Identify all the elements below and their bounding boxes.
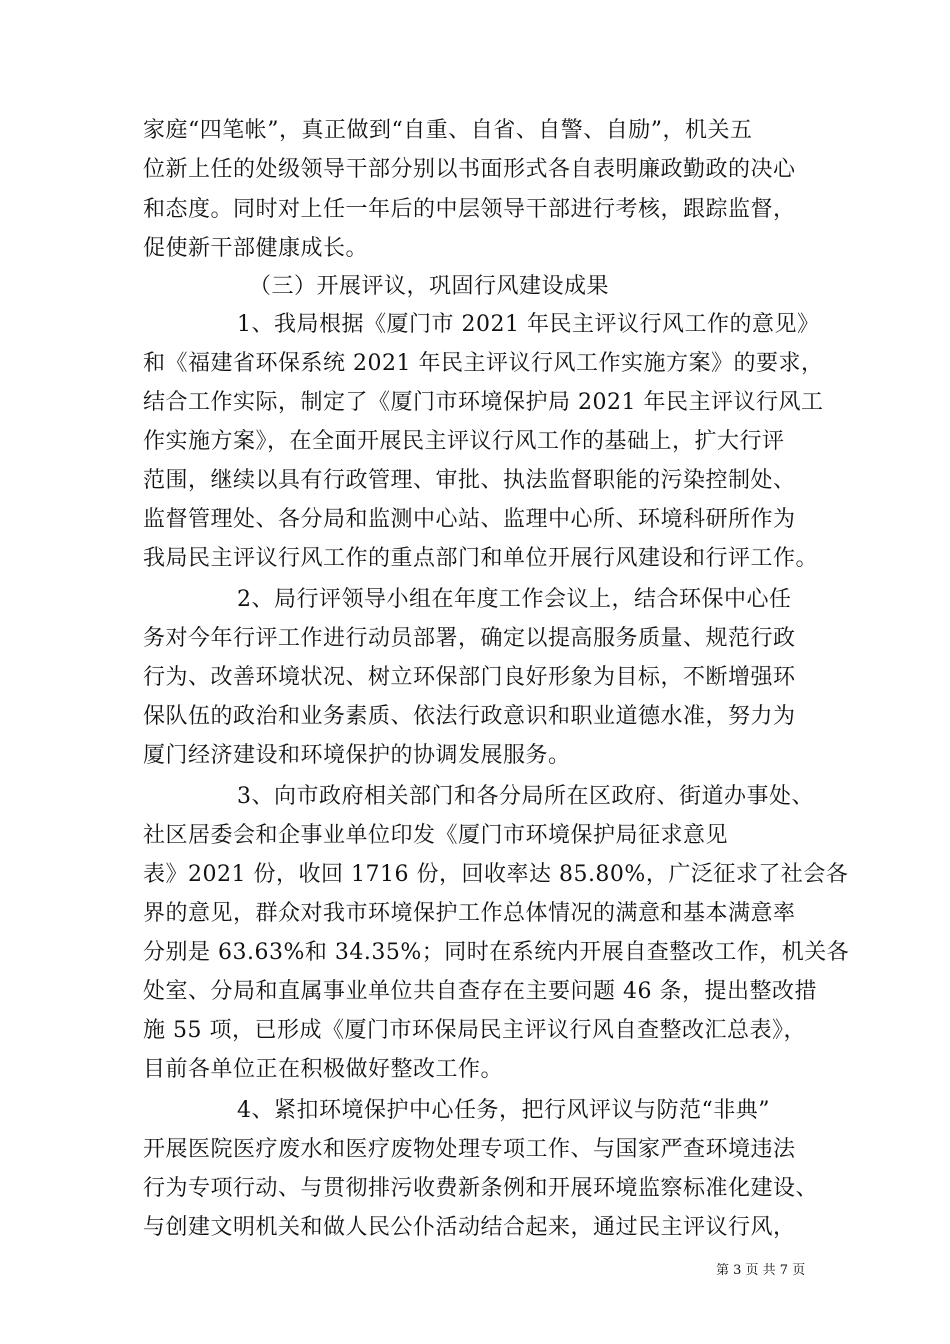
paragraph-2-start: 2、局行评领导小组在年度工作会议上，结合环保中心任 xyxy=(237,587,792,612)
text-line: 处室、分局和直属事业单位共自查存在主要问题 46 条，提出整改措 xyxy=(143,979,817,1004)
text-line: 行为专项行动、与贯彻排污收费新条例和开展环境监察标准化建设、 xyxy=(143,1176,819,1201)
page-number: 第 3 页 共 7 页 xyxy=(716,1263,806,1278)
text-line: 我局民主评议行风工作的重点部门和单位开展行风建设和行评工作。 xyxy=(143,546,819,571)
text-line: 表》2021 份，收回 1716 份，回收率达 85.80%，广泛征求了社会各 xyxy=(143,862,849,887)
paragraph-3-start: 3、向市政府相关部门和各分局所在区政府、街道办事处、 xyxy=(237,784,814,809)
text-line: 家庭“四笔帐”，真正做到“自重、自省、自警、自励”，机关五 xyxy=(143,118,753,143)
text-line: 和《福建省环保系统 2021 年民主评议行风工作实施方案》的要求， xyxy=(143,351,824,376)
paragraph-1-start: 1、我局根据《厦门市 2021 年民主评议行风工作的意见》 xyxy=(237,312,820,337)
text-line: 厦门经济建设和环境保护的协调发展服务。 xyxy=(143,743,571,768)
text-line: 位新上任的处级领导干部分别以书面形式各自表明廉政勤政的决心 xyxy=(143,157,796,182)
text-line: 与创建文明机关和做人民公仆活动结合起来，通过民主评议行风， xyxy=(143,1215,796,1240)
text-line: 范围，继续以具有行政管理、审批、执法监督职能的污染控制处、 xyxy=(143,468,796,493)
text-line: 开展医院医疗废水和医疗废物处理专项工作、与国家严查环境违法 xyxy=(143,1137,796,1162)
text-line: 监督管理处、各分局和监测中心站、监理中心所、环境科研所作为 xyxy=(143,507,796,532)
text-line: 施 55 项，已形成《厦门市环保局民主评议行风自查整改汇总表》， xyxy=(143,1018,806,1043)
text-line: 务对今年行评工作进行动员部署，确定以提高服务质量、规范行政 xyxy=(143,626,796,651)
text-line: 结合工作实际，制定了《厦门市环境保护局 2021 年民主评议行风工 xyxy=(143,390,824,415)
paragraph-4-start: 4、紧扣环境保护中心任务，把行风评议与防范“非典” xyxy=(237,1098,770,1123)
text-line: 行为、改善环境状况、树立环保部门良好形象为目标，不断增强环 xyxy=(143,665,796,690)
text-line: 和态度。同时对上任一年后的中层领导干部进行考核，跟踪监督， xyxy=(143,197,796,222)
text-line: 社区居委会和企事业单位印发《厦门市环境保护局征求意见 xyxy=(143,823,729,848)
text-line: 界的意见，群众对我市环境保护工作总体情况的满意和基本满意率 xyxy=(143,901,796,926)
section-heading: （三）开展评议，巩固行风建设成果 xyxy=(249,274,610,299)
text-line: 分别是 63.63%和 34.35%；同时在系统内开展自查整改工作，机关各 xyxy=(143,940,850,965)
text-line: 保队伍的政治和业务素质、依法行政意识和职业道德水准，努力为 xyxy=(143,704,796,729)
text-line: 作实施方案》，在全面开展民主评议行风工作的基础上，扩大行评 xyxy=(143,429,785,454)
text-line: 目前各单位正在积极做好整改工作。 xyxy=(143,1057,504,1082)
text-line: 促使新干部健康成长。 xyxy=(143,236,369,261)
